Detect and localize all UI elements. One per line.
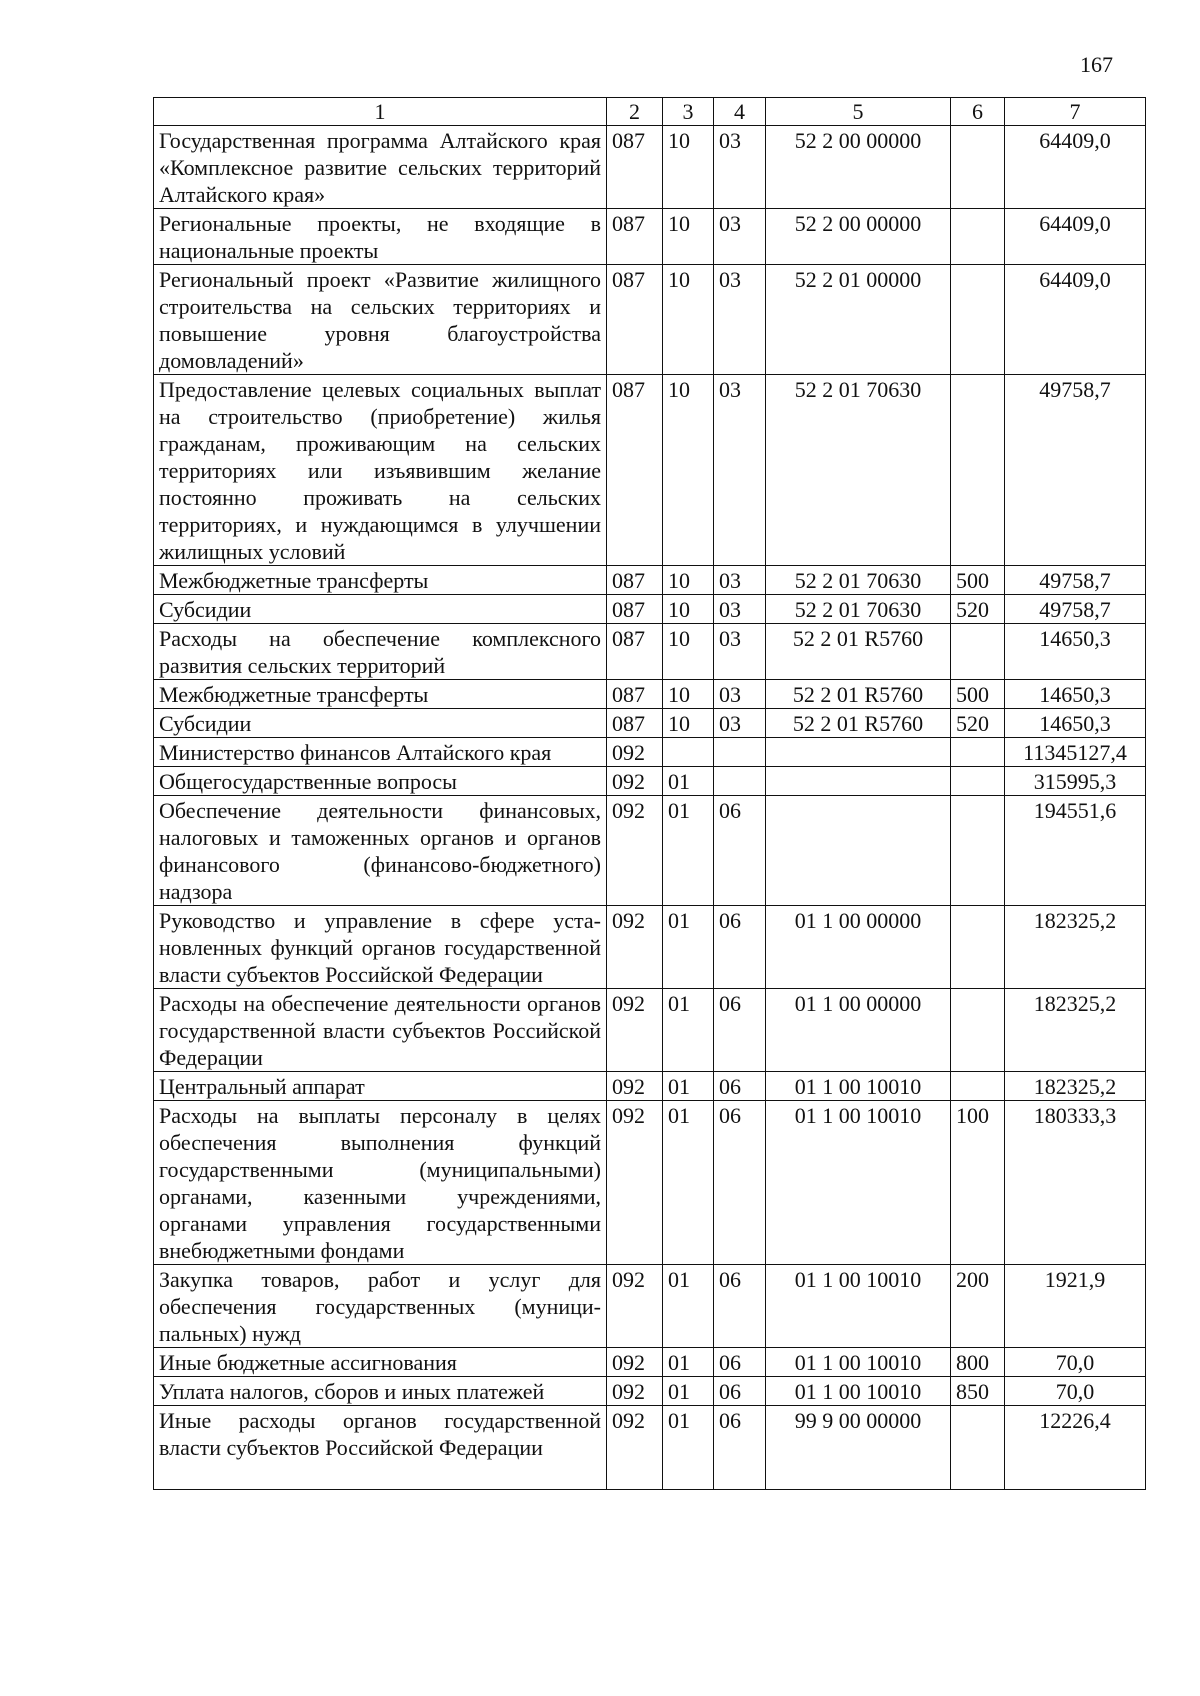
cell-section: 10	[663, 375, 714, 566]
cell-target-article: 01 1 00 10010	[766, 1101, 951, 1265]
cell-section: 10	[663, 709, 714, 738]
column-header: 3	[663, 98, 714, 126]
table-row	[154, 595, 1146, 624]
table-row	[154, 680, 1146, 709]
cell-subsection: 06	[714, 1072, 766, 1101]
table-row	[154, 375, 1146, 566]
cell-name: Обеспечение деятельности финансовых, налоговых и таможенных органов и органов финансового (финансово-бюджетного) надзора	[154, 796, 607, 906]
cell-expense-type: 850	[951, 1377, 1005, 1406]
table-row	[154, 1377, 1146, 1406]
cell-target-article: 01 1 00 00000	[766, 989, 951, 1072]
cell-amount: 70,0	[1005, 1348, 1146, 1377]
cell-amount: 315995,3	[1005, 767, 1146, 796]
table-row	[154, 1101, 1146, 1265]
cell-amount: 49758,7	[1005, 566, 1146, 595]
cell-expense-type: 500	[951, 566, 1005, 595]
column-header: 6	[951, 98, 1005, 126]
cell-subsection: 06	[714, 1265, 766, 1348]
cell-expense-type	[951, 126, 1005, 209]
cell-name: Региональный проект «Развитие жилищного строительства на сельских территориях и повышение уровня благоустройства домовладений»	[154, 265, 607, 375]
cell-target-article: 01 1 00 00000	[766, 906, 951, 989]
cell-section: 10	[663, 680, 714, 709]
cell-subsection: 06	[714, 796, 766, 906]
cell-section: 01	[663, 1101, 714, 1265]
cell-subsection: 06	[714, 1406, 766, 1490]
cell-admin-code: 092	[607, 1406, 663, 1490]
cell-name: Министерство финансов Алтайского края	[154, 738, 607, 767]
cell-admin-code: 092	[607, 1377, 663, 1406]
column-header: 7	[1005, 98, 1146, 126]
cell-admin-code: 092	[607, 738, 663, 767]
cell-expense-type	[951, 989, 1005, 1072]
cell-target-article: 52 2 01 R5760	[766, 709, 951, 738]
cell-expense-type	[951, 375, 1005, 566]
budget-table	[153, 97, 1146, 1490]
cell-target-article: 01 1 00 10010	[766, 1265, 951, 1348]
table-row	[154, 738, 1146, 767]
cell-section: 10	[663, 624, 714, 680]
cell-target-article: 52 2 01 R5760	[766, 624, 951, 680]
cell-expense-type: 500	[951, 680, 1005, 709]
page-number: 167	[1080, 52, 1113, 77]
cell-target-article: 99 9 00 00000	[766, 1406, 951, 1490]
cell-expense-type	[951, 265, 1005, 375]
cell-subsection: 06	[714, 1377, 766, 1406]
cell-target-article: 52 2 00 00000	[766, 126, 951, 209]
cell-section: 10	[663, 209, 714, 265]
table-row	[154, 209, 1146, 265]
cell-expense-type: 800	[951, 1348, 1005, 1377]
cell-expense-type	[951, 209, 1005, 265]
cell-section: 01	[663, 1377, 714, 1406]
cell-name: Расходы на обеспечение деятельности органов государственной власти субъектов Российской Федерации	[154, 989, 607, 1072]
table-row	[154, 906, 1146, 989]
cell-amount: 194551,6	[1005, 796, 1146, 906]
cell-subsection: 06	[714, 906, 766, 989]
cell-expense-type: 520	[951, 709, 1005, 738]
cell-subsection: 03	[714, 265, 766, 375]
cell-expense-type	[951, 1072, 1005, 1101]
cell-admin-code: 087	[607, 126, 663, 209]
cell-admin-code: 092	[607, 906, 663, 989]
cell-amount: 64409,0	[1005, 126, 1146, 209]
column-header: 1	[154, 98, 607, 126]
cell-subsection: 03	[714, 595, 766, 624]
cell-subsection	[714, 767, 766, 796]
cell-name: Иные бюджетные ассигнования	[154, 1348, 607, 1377]
cell-expense-type	[951, 906, 1005, 989]
cell-section: 01	[663, 906, 714, 989]
cell-expense-type	[951, 767, 1005, 796]
cell-target-article: 52 2 01 70630	[766, 595, 951, 624]
cell-admin-code: 087	[607, 595, 663, 624]
cell-section: 10	[663, 566, 714, 595]
cell-name: Центральный аппарат	[154, 1072, 607, 1101]
cell-expense-type	[951, 796, 1005, 906]
cell-section: 01	[663, 1406, 714, 1490]
cell-name: Руководство и управление в сфере установленных функций органов государственной власти субъектов Российской Федерации	[154, 906, 607, 989]
table-row	[154, 1072, 1146, 1101]
column-header: 2	[607, 98, 663, 126]
cell-name: Субсидии	[154, 595, 607, 624]
table-row	[154, 989, 1146, 1072]
cell-section: 10	[663, 595, 714, 624]
cell-subsection: 06	[714, 1348, 766, 1377]
cell-amount: 14650,3	[1005, 680, 1146, 709]
column-header: 5	[766, 98, 951, 126]
cell-section: 10	[663, 126, 714, 209]
cell-amount: 182325,2	[1005, 906, 1146, 989]
cell-subsection: 06	[714, 989, 766, 1072]
cell-amount: 1921,9	[1005, 1265, 1146, 1348]
table-row	[154, 1406, 1146, 1490]
table-header-row	[154, 98, 1146, 126]
cell-subsection: 03	[714, 566, 766, 595]
cell-subsection: 03	[714, 624, 766, 680]
cell-target-article: 52 2 00 00000	[766, 209, 951, 265]
cell-subsection	[714, 738, 766, 767]
cell-name: Региональные проекты, не входящие в национальные проекты	[154, 209, 607, 265]
cell-section	[663, 738, 714, 767]
cell-amount: 180333,3	[1005, 1101, 1146, 1265]
cell-target-article: 01 1 00 10010	[766, 1377, 951, 1406]
cell-target-article: 01 1 00 10010	[766, 1072, 951, 1101]
cell-name: Межбюджетные трансферты	[154, 566, 607, 595]
cell-section: 01	[663, 796, 714, 906]
cell-name: Расходы на обеспечение комплексного развития сельских территорий	[154, 624, 607, 680]
cell-amount: 12226,4	[1005, 1406, 1146, 1490]
cell-subsection: 03	[714, 680, 766, 709]
cell-admin-code: 092	[607, 1072, 663, 1101]
table-row	[154, 709, 1146, 738]
cell-subsection: 03	[714, 709, 766, 738]
cell-amount: 182325,2	[1005, 989, 1146, 1072]
cell-name: Субсидии	[154, 709, 607, 738]
cell-admin-code: 087	[607, 566, 663, 595]
cell-subsection: 06	[714, 1101, 766, 1265]
cell-amount: 11345127,4	[1005, 738, 1146, 767]
cell-admin-code: 087	[607, 624, 663, 680]
cell-target-article: 52 2 01 70630	[766, 566, 951, 595]
cell-amount: 49758,7	[1005, 595, 1146, 624]
cell-name: Иные расходы органов государственной власти субъектов Российской Федерации	[154, 1406, 607, 1490]
table-body	[154, 126, 1146, 1490]
cell-target-article: 52 2 01 00000	[766, 265, 951, 375]
table-row	[154, 624, 1146, 680]
table-row	[154, 767, 1146, 796]
cell-name: Предоставление целевых социальных выплат на строительство (приобретение) жилья гражданам, проживающим на сельских территориях или изъявившим желание постоянно проживать на сельских территориях, и нуждающимся в улучшении жилищных условий	[154, 375, 607, 566]
cell-target-article	[766, 796, 951, 906]
cell-admin-code: 087	[607, 680, 663, 709]
cell-admin-code: 092	[607, 1101, 663, 1265]
cell-admin-code: 092	[607, 989, 663, 1072]
cell-amount: 182325,2	[1005, 1072, 1146, 1101]
cell-section: 01	[663, 1265, 714, 1348]
cell-expense-type	[951, 624, 1005, 680]
cell-name: Уплата налогов, сборов и иных платежей	[154, 1377, 607, 1406]
cell-section: 01	[663, 989, 714, 1072]
cell-subsection: 03	[714, 209, 766, 265]
column-header: 4	[714, 98, 766, 126]
cell-expense-type: 200	[951, 1265, 1005, 1348]
cell-amount: 14650,3	[1005, 709, 1146, 738]
table-row	[154, 566, 1146, 595]
cell-name: Общегосударственные вопросы	[154, 767, 607, 796]
cell-expense-type	[951, 1406, 1005, 1490]
table-row	[154, 796, 1146, 906]
cell-admin-code: 092	[607, 1348, 663, 1377]
cell-target-article: 52 2 01 70630	[766, 375, 951, 566]
cell-target-article: 01 1 00 10010	[766, 1348, 951, 1377]
cell-name: Расходы на выплаты персоналу в целях обеспечения выполнения функций государственными (муниципальными) органами, казенными учреждениями, органами управления государственными внебюджетными фондами	[154, 1101, 607, 1265]
cell-expense-type: 100	[951, 1101, 1005, 1265]
cell-section: 10	[663, 265, 714, 375]
cell-admin-code: 087	[607, 265, 663, 375]
cell-target-article	[766, 738, 951, 767]
cell-admin-code: 087	[607, 209, 663, 265]
cell-subsection: 03	[714, 375, 766, 566]
cell-admin-code: 087	[607, 375, 663, 566]
cell-admin-code: 087	[607, 709, 663, 738]
cell-section: 01	[663, 1072, 714, 1101]
cell-amount: 70,0	[1005, 1377, 1146, 1406]
cell-admin-code: 092	[607, 796, 663, 906]
cell-amount: 49758,7	[1005, 375, 1146, 566]
cell-admin-code: 092	[607, 1265, 663, 1348]
table-row	[154, 265, 1146, 375]
cell-amount: 14650,3	[1005, 624, 1146, 680]
cell-subsection: 03	[714, 126, 766, 209]
cell-name: Государственная программа Алтайского края «Комплексное развитие сельских территорий Алтайского края»	[154, 126, 607, 209]
table-row	[154, 1265, 1146, 1348]
cell-target-article: 52 2 01 R5760	[766, 680, 951, 709]
cell-expense-type	[951, 738, 1005, 767]
cell-amount: 64409,0	[1005, 265, 1146, 375]
cell-section: 01	[663, 1348, 714, 1377]
cell-amount: 64409,0	[1005, 209, 1146, 265]
cell-target-article	[766, 767, 951, 796]
cell-name: Закупка товаров, работ и услуг для обеспечения государственных (муниципальных) нужд	[154, 1265, 607, 1348]
cell-section: 01	[663, 767, 714, 796]
cell-admin-code: 092	[607, 767, 663, 796]
cell-expense-type: 520	[951, 595, 1005, 624]
table-row	[154, 126, 1146, 209]
table-row	[154, 1348, 1146, 1377]
cell-name: Межбюджетные трансферты	[154, 680, 607, 709]
